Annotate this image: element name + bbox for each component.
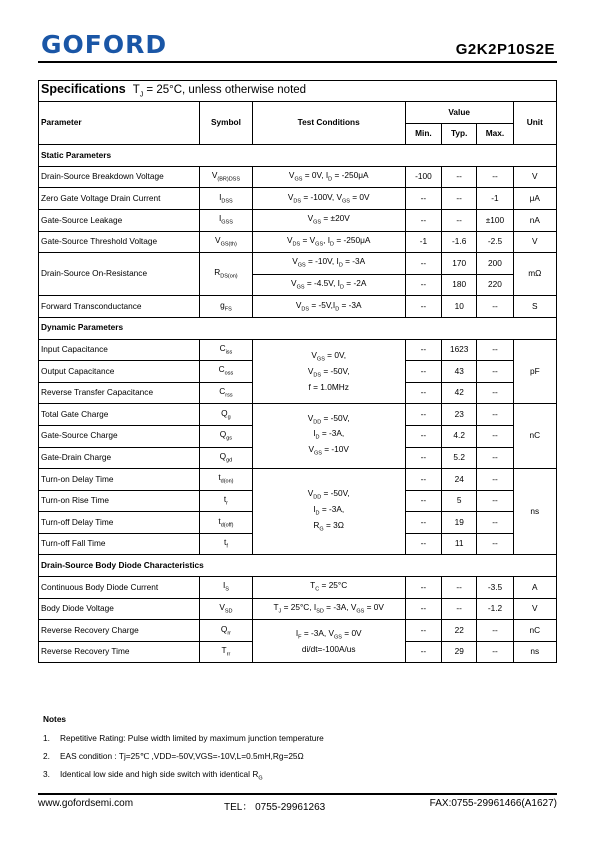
param-cell: Turn-off Delay Time bbox=[39, 512, 200, 534]
param-cell: Input Capacitance bbox=[39, 339, 200, 361]
sym: t bbox=[218, 515, 221, 526]
sym: t bbox=[223, 494, 227, 504]
section-diode: Drain-Source Body Diode Characteristics bbox=[39, 555, 557, 577]
max-cell: -1 bbox=[477, 188, 513, 210]
table-row bbox=[39, 339, 557, 361]
max-cell: -- bbox=[477, 361, 513, 383]
sym-sub: f bbox=[226, 543, 228, 550]
footer-divider bbox=[38, 793, 557, 795]
typ-cell: 10 bbox=[442, 296, 477, 318]
note-sub: G bbox=[258, 775, 263, 782]
typ-cell: -- bbox=[442, 598, 477, 620]
footer-tel: TEL： 0755-29961263 bbox=[224, 802, 326, 813]
section-dynamic: Dynamic Parameters bbox=[39, 317, 557, 339]
sym-sub: GSS bbox=[221, 219, 233, 226]
typ-cell: 29 bbox=[442, 641, 477, 663]
sym-sub: DS(on) bbox=[220, 273, 238, 280]
table-row bbox=[39, 209, 557, 231]
sym: V bbox=[219, 601, 225, 612]
footer-fax: FAX:0755-29961466(A1627) bbox=[429, 798, 557, 809]
min-cell: -- bbox=[405, 404, 441, 426]
symbol-cell bbox=[200, 425, 252, 447]
table-row bbox=[39, 469, 557, 491]
sym: Q bbox=[221, 407, 228, 418]
col-unit: Unit bbox=[513, 102, 556, 145]
table-row bbox=[39, 620, 557, 642]
symbol-cell bbox=[200, 382, 252, 404]
typ-cell: 11 bbox=[442, 533, 477, 555]
sym-sub: (BR)DSS bbox=[217, 176, 241, 183]
max-cell: -1.2 bbox=[477, 598, 513, 620]
max-cell: -- bbox=[477, 620, 513, 642]
param-cell: Reverse Transfer Capacitance bbox=[39, 382, 200, 404]
table-row bbox=[39, 404, 557, 426]
min-cell: -- bbox=[405, 447, 441, 469]
cond-t: T bbox=[132, 84, 140, 97]
condition-cell: $V_{DS} = V_{GS}$, $I_D = -250\mu A$ bbox=[252, 231, 405, 253]
symbol-cell bbox=[200, 253, 252, 296]
typ-cell: -- bbox=[442, 209, 477, 231]
max-cell: -- bbox=[477, 404, 513, 426]
symbol-cell bbox=[200, 469, 252, 491]
symbol-cell bbox=[200, 166, 252, 188]
sym-sub: S bbox=[225, 587, 229, 594]
param-cell: Gate-Source Threshold Voltage bbox=[39, 231, 200, 253]
typ-cell: 43 bbox=[442, 361, 477, 383]
table-row bbox=[39, 577, 557, 599]
condition-cell: $V_{DD} = -50V$, $I_D = -3A$, $R_G = 3\Omega$ bbox=[252, 469, 405, 555]
unit-cell: nC bbox=[513, 620, 556, 642]
unit-cell: nC bbox=[513, 404, 556, 469]
unit-cell: ns bbox=[513, 641, 556, 663]
condition-cell: $V_{GS} = -4.5V$, $I_D = -2A$ bbox=[252, 274, 405, 296]
title-text: Specifications bbox=[41, 82, 126, 97]
typ-cell: 42 bbox=[442, 382, 477, 404]
param-cell: Drain-Source On-Resistance bbox=[39, 253, 200, 296]
param-cell: Continuous Body Diode Current bbox=[39, 577, 200, 599]
sym-sub: iss bbox=[225, 349, 233, 356]
sym-sub: DSS bbox=[221, 198, 233, 205]
typ-cell: -- bbox=[442, 188, 477, 210]
sym-sub: d(off) bbox=[220, 522, 234, 529]
sym-sub: GS(th) bbox=[220, 241, 237, 248]
param-cell: Turn-off Fall Time bbox=[39, 533, 200, 555]
symbol-cell bbox=[200, 231, 252, 253]
cond-post: = 25°C, unless otherwise noted bbox=[143, 84, 307, 97]
symbol-cell bbox=[200, 641, 252, 663]
min-cell: -- bbox=[405, 382, 441, 404]
sym: I bbox=[218, 213, 222, 224]
param-cell: Reverse Recovery Time bbox=[39, 641, 200, 663]
sym: Q bbox=[220, 623, 228, 634]
unit-cell: pF bbox=[513, 339, 556, 404]
symbol-cell bbox=[200, 361, 252, 383]
note-text-main: Identical low side and high side switch with identical R bbox=[60, 769, 259, 779]
table-row bbox=[39, 296, 557, 318]
symbol-cell bbox=[200, 533, 252, 555]
min-cell: -- bbox=[405, 296, 441, 318]
condition-cell: $V_{DD} = -50V$, $I_D = -3A$, $V_{GS} = -10V$ bbox=[252, 404, 405, 469]
max-cell: -- bbox=[477, 166, 513, 188]
min-cell: -- bbox=[405, 620, 441, 642]
condition-cell: $I_F = -3A$, $V_{GS} = 0V$ di/dt=-100A/us bbox=[252, 620, 405, 663]
min-cell: -- bbox=[405, 577, 441, 599]
symbol-cell bbox=[200, 620, 252, 642]
symbol-cell bbox=[200, 296, 252, 318]
condition-cell: $V_{GS} = 0V$, $I_D = -250\mu A$ bbox=[252, 166, 405, 188]
param-cell: Reverse Recovery Charge bbox=[39, 620, 200, 642]
notes-section bbox=[43, 714, 324, 790]
sym-sub: FS bbox=[224, 306, 232, 313]
symbol-cell bbox=[200, 339, 252, 361]
min-cell: -- bbox=[405, 253, 441, 275]
note-text: Repetitive Rating: Pulse width limited by maximum junction temperature bbox=[60, 733, 324, 743]
symbol-cell bbox=[200, 447, 252, 469]
sym: C bbox=[219, 342, 226, 353]
table-row bbox=[39, 598, 557, 620]
param-cell: Body Diode Voltage bbox=[39, 598, 200, 620]
table-title bbox=[39, 81, 557, 102]
note-text bbox=[60, 769, 263, 782]
specifications-table bbox=[38, 80, 557, 663]
col-max: Max. bbox=[477, 123, 513, 145]
min-cell: -- bbox=[405, 598, 441, 620]
unit-cell: mΩ bbox=[513, 253, 556, 296]
col-value: Value bbox=[405, 102, 513, 124]
param-cell: Drain-Source Breakdown Voltage bbox=[39, 166, 200, 188]
max-cell: -- bbox=[477, 512, 513, 534]
sym: Q bbox=[219, 450, 227, 461]
param-cell: Zero Gate Voltage Drain Current bbox=[39, 188, 200, 210]
max-cell: -- bbox=[477, 382, 513, 404]
col-conditions: Test Conditions bbox=[252, 102, 405, 145]
sym: I bbox=[222, 580, 226, 591]
sym-sub: r bbox=[226, 500, 228, 507]
col-symbol: Symbol bbox=[200, 102, 252, 145]
typ-cell: 23 bbox=[442, 404, 477, 426]
symbol-cell bbox=[200, 188, 252, 210]
note-number: 2. bbox=[43, 751, 50, 761]
min-cell: -100 bbox=[405, 166, 441, 188]
sym: I bbox=[219, 191, 222, 202]
sym: g bbox=[220, 299, 225, 310]
param-cell: Gate-Source Charge bbox=[39, 425, 200, 447]
symbol-cell bbox=[200, 209, 252, 231]
min-cell: -- bbox=[405, 512, 441, 534]
max-cell: -- bbox=[477, 533, 513, 555]
min-cell: -1 bbox=[405, 231, 441, 253]
sym: t bbox=[224, 537, 227, 548]
typ-cell: 19 bbox=[442, 512, 477, 534]
min-cell: -- bbox=[405, 425, 441, 447]
unit-cell: V bbox=[513, 166, 556, 188]
unit-cell: V bbox=[513, 231, 556, 253]
cond-sub: J bbox=[139, 91, 144, 99]
sym-sub: oss bbox=[224, 371, 234, 378]
condition-cell: $T_J = 25^\circ C$, $I_{SD} = -3A$, $V_{GS} = 0V$ bbox=[252, 598, 405, 620]
condition-cell: $V_{GS} = -10V$, $I_D = -3A$ bbox=[252, 253, 405, 275]
param-cell: Turn-on Rise Time bbox=[39, 490, 200, 512]
max-cell: -- bbox=[477, 339, 513, 361]
min-cell: -- bbox=[405, 641, 441, 663]
col-parameter: Parameter bbox=[39, 102, 200, 145]
condition-cell: $V_{GS} = \pm 20V$ bbox=[252, 209, 405, 231]
max-cell: -- bbox=[477, 425, 513, 447]
sym: V bbox=[215, 234, 221, 245]
note-number: 3. bbox=[43, 769, 50, 779]
note-number: 1. bbox=[43, 733, 50, 743]
param-cell: Output Capacitance bbox=[39, 361, 200, 383]
sym: C bbox=[218, 364, 225, 375]
sym: T bbox=[221, 645, 227, 656]
typ-cell: 170 bbox=[442, 253, 477, 275]
unit-cell: S bbox=[513, 296, 556, 318]
table-row bbox=[39, 231, 557, 253]
header-divider bbox=[38, 61, 557, 63]
sym-sub: g bbox=[227, 414, 231, 421]
typ-cell: 5.2 bbox=[442, 447, 477, 469]
typ-cell: 1623 bbox=[442, 339, 477, 361]
sym-sub: gd bbox=[226, 457, 233, 464]
max-cell: -- bbox=[477, 469, 513, 491]
max-cell: -2.5 bbox=[477, 231, 513, 253]
symbol-cell bbox=[200, 512, 252, 534]
condition-cell: $V_{GS} = 0V$, $V_{DS} = -50V$, f = 1.0MHz bbox=[252, 339, 405, 404]
part-number: G2K2P10S2E bbox=[455, 41, 555, 58]
param-cell: Forward Transconductance bbox=[39, 296, 200, 318]
company-logo: GOFORD bbox=[41, 30, 168, 59]
note-item bbox=[43, 751, 324, 761]
symbol-cell bbox=[200, 577, 252, 599]
symbol-cell bbox=[200, 404, 252, 426]
min-cell: -- bbox=[405, 274, 441, 296]
notes-heading: Notes bbox=[43, 714, 67, 724]
param-cell: Turn-on Delay Time bbox=[39, 469, 200, 491]
typ-cell: 22 bbox=[442, 620, 477, 642]
min-cell: -- bbox=[405, 209, 441, 231]
unit-cell: ns bbox=[513, 469, 556, 555]
unit-cell: μA bbox=[513, 188, 556, 210]
param-cell: Gate-Drain Charge bbox=[39, 447, 200, 469]
unit-cell: nA bbox=[513, 209, 556, 231]
title-condition bbox=[132, 84, 307, 99]
sym: t bbox=[218, 472, 221, 483]
sym-sub: rss bbox=[225, 392, 233, 399]
table-row bbox=[39, 188, 557, 210]
unit-cell: V bbox=[513, 598, 556, 620]
typ-cell: -- bbox=[442, 166, 477, 188]
symbol-cell bbox=[200, 598, 252, 620]
condition-cell: $V_{DS} = -100V$, $V_{GS} = 0V$ bbox=[252, 188, 405, 210]
sym: Q bbox=[219, 429, 227, 440]
condition-cell: $T_C = 25^\circ C$ bbox=[252, 577, 405, 599]
condition-cell: $V_{DS} = -5V,I_D = -3A$ bbox=[252, 296, 405, 318]
typ-cell: -- bbox=[442, 577, 477, 599]
min-cell: -- bbox=[405, 361, 441, 383]
sym: C bbox=[219, 386, 226, 397]
sym-sub: d(on) bbox=[220, 479, 234, 486]
sym: V bbox=[211, 170, 218, 181]
sym-sub: rr bbox=[227, 630, 231, 637]
max-cell: ±100 bbox=[477, 209, 513, 231]
footer-website: www.gofordsemi.com bbox=[38, 798, 134, 809]
max-cell: -- bbox=[477, 447, 513, 469]
sym-sub: SD bbox=[224, 608, 233, 615]
note-item bbox=[43, 769, 324, 782]
unit-cell: A bbox=[513, 577, 556, 599]
sym: R bbox=[214, 267, 221, 278]
typ-cell: 180 bbox=[442, 274, 477, 296]
sym-sub: gs bbox=[226, 435, 233, 442]
max-cell: -- bbox=[477, 641, 513, 663]
typ-cell: 24 bbox=[442, 469, 477, 491]
section-static: Static Parameters bbox=[39, 145, 557, 167]
max-cell: -- bbox=[477, 296, 513, 318]
max-cell: -3.5 bbox=[477, 577, 513, 599]
max-cell: 200 bbox=[477, 253, 513, 275]
param-cell: Total Gate Charge bbox=[39, 404, 200, 426]
typ-cell: 5 bbox=[442, 490, 477, 512]
col-min: Min. bbox=[405, 123, 441, 145]
max-cell: -- bbox=[477, 490, 513, 512]
sym-sub: rr bbox=[226, 651, 231, 658]
typ-cell: -1.6 bbox=[442, 231, 477, 253]
max-cell: 220 bbox=[477, 274, 513, 296]
note-item bbox=[43, 733, 324, 743]
table-row bbox=[39, 253, 557, 275]
param-cell: Gate-Source Leakage bbox=[39, 209, 200, 231]
min-cell: -- bbox=[405, 533, 441, 555]
table-row bbox=[39, 166, 557, 188]
typ-cell: 4.2 bbox=[442, 425, 477, 447]
min-cell: -- bbox=[405, 490, 441, 512]
min-cell: -- bbox=[405, 339, 441, 361]
min-cell: -- bbox=[405, 188, 441, 210]
col-typ: Typ. bbox=[442, 123, 477, 145]
note-text: EAS condition : Tj=25℃ ,VDD=-50V,VGS=-10V,L=0.5mH,Rg=25Ω bbox=[60, 751, 304, 761]
symbol-cell bbox=[200, 490, 252, 512]
min-cell: -- bbox=[405, 469, 441, 491]
